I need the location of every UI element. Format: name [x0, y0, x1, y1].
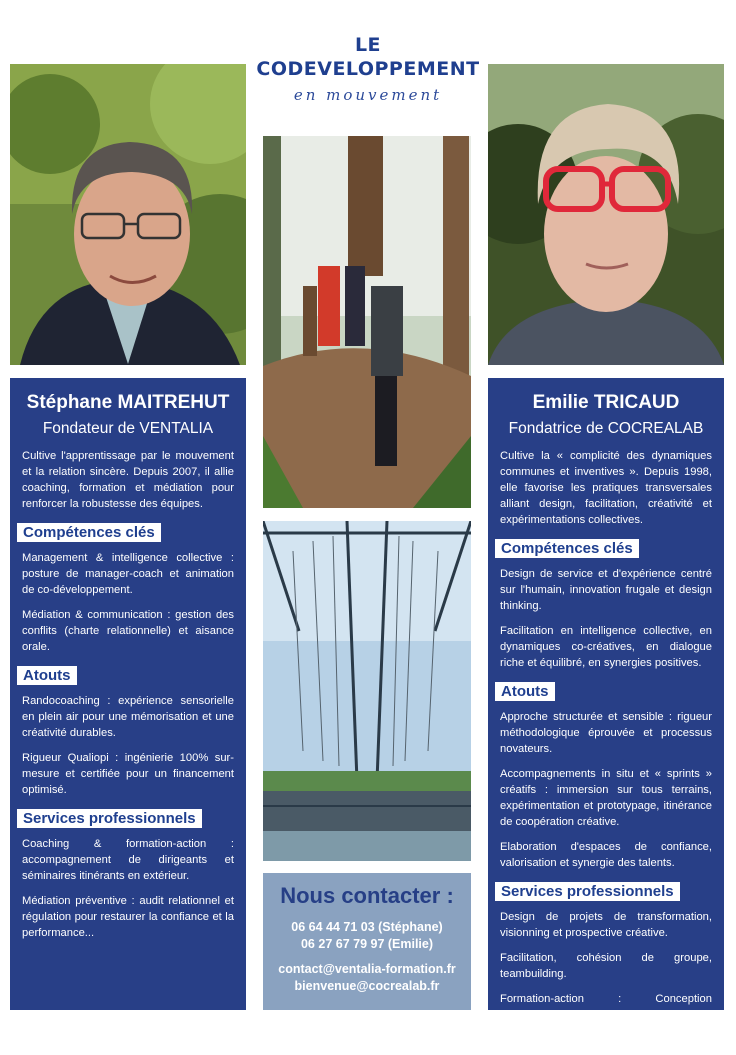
section-item: Accompagnements in situ et « sprints » créatifs : immersion sur tous terrains, expérimentation et prototypage, itinérance de coopération créative. — [500, 768, 712, 828]
section-item: Médiation & communication : gestion des conflits (charte relationnelle) et aisance orale. — [22, 609, 234, 653]
profile-panel-stephane — [10, 378, 246, 1010]
section-item: Elaboration d'espaces de confiance, valorisation et synergie des talents. — [500, 841, 712, 869]
person-name: Emilie TRICAUD — [532, 392, 680, 413]
portrait-emilie — [488, 64, 724, 365]
phone-stephane[interactable]: 06 64 44 71 03 (Stéphane) — [291, 920, 443, 934]
section-title: Compétences clés — [495, 539, 639, 558]
section-item: Coaching & formation-action : accompagnement de dirigeants et séminaires itinérants en extérieur. — [22, 838, 234, 882]
title-line-3: en mouvement — [293, 86, 443, 104]
section-item: Facilitation, cohésion de groupe, teambuilding. — [500, 952, 712, 980]
portrait-stephane — [10, 64, 246, 365]
section-title: Compétences clés — [17, 523, 161, 542]
intro-text: Cultive l'apprentissage par le mouvement et la relation sincère. Depuis 2007, il allie coaching, formation et médiation pour renforcer la robustesse des équipes. — [22, 450, 234, 510]
section-item: Design de projets de transformation, visionning et prospective créative. — [500, 911, 712, 939]
section-title: Atouts — [17, 666, 77, 685]
person-role: Fondateur de VENTALIA — [42, 420, 214, 437]
section-item: Design de service et d'expérience centré sur l'humain, innovation frugale et design thinking. — [500, 568, 712, 612]
section-title: Services professionnels — [17, 809, 202, 828]
email-cocrealab[interactable]: bienvenue@cocrealab.fr — [294, 979, 440, 993]
section-item: Rigueur Qualiopi : ingénierie 100% sur-mesure et certifiée pour un financement optimisé. — [22, 752, 234, 796]
person-role: Fondatrice de COCREALAB — [508, 420, 704, 437]
phone-emilie[interactable]: 06 27 67 79 97 (Emilie) — [300, 937, 434, 951]
person-name: Stéphane MAITREHUT — [26, 392, 230, 413]
bridge-photo — [263, 521, 471, 861]
intro-text: Cultive la « complicité des dynamiques communes et inventives ». Depuis 1998, elle favorise les pratiques transversales alliant design, facilitation, créativité et expérimentations collectives. — [500, 450, 712, 526]
title-line-1: LE — [354, 34, 382, 56]
section-item: Management & intelligence collective : posture de manager-coach et animation de co-développement. — [22, 552, 234, 596]
section-item: Médiation préventive : audit relationnel et régulation pour restaurer la confiance et la performance... — [22, 895, 234, 939]
contact-title: Nous contacter : — [280, 883, 454, 908]
hikers-photo — [263, 136, 471, 508]
section-title: Services professionnels — [495, 882, 680, 901]
section-item: Facilitation en intelligence collective, en dynamiques co-créatives, en dialogue riche et équilibré, en synergies positives. — [500, 625, 712, 669]
section-title: Atouts — [495, 682, 555, 701]
profile-panel-emilie — [488, 378, 724, 1053]
section-item: Approche structurée et sensible : rigueur méthodologique éprouvée et processus novateurs. — [500, 711, 712, 755]
title-line-2: CODEVELOPPEMENT — [256, 58, 480, 80]
contact-box — [263, 873, 471, 1010]
section-item: Randocoaching : expérience sensorielle en plein air pour une mémorisation et une créativité durables. — [22, 695, 234, 739]
email-ventalia[interactable]: contact@ventalia-formation.fr — [278, 962, 456, 976]
section-item: Formation-action : Conception pédagogique en soft skills et animation de voyages-ateliers, de séjours d'immersion terrain, de hackathons. — [500, 993, 712, 1053]
